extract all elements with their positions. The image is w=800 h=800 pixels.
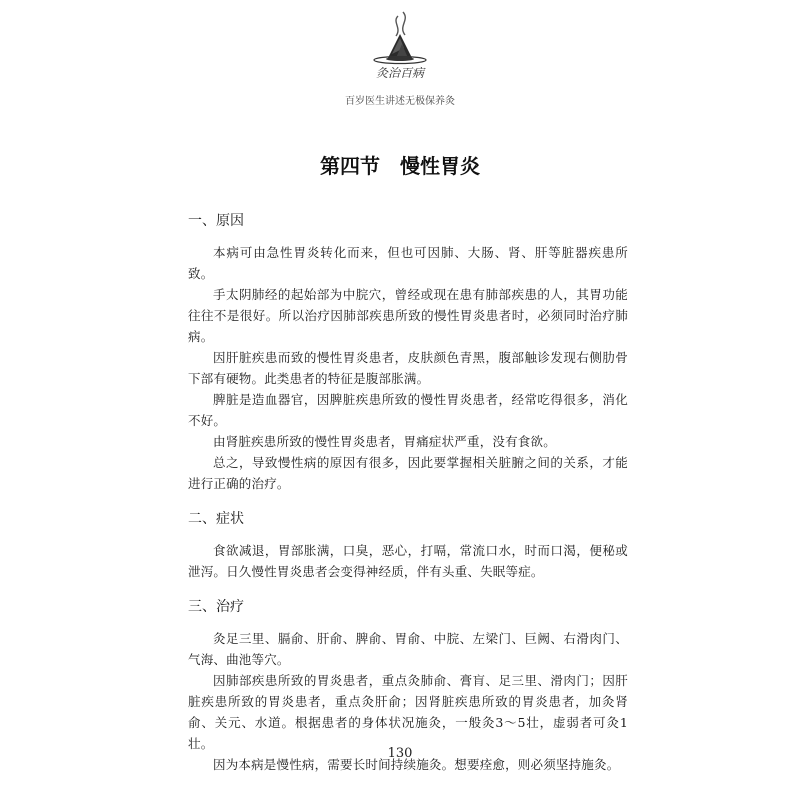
paragraph: 因肝脏疾患而致的慢性胃炎患者，皮肤颜色青黑，腹部触诊发现右侧肋骨下部有硬物。此类患者的特征是腹部胀满。 [188,350,628,386]
body-content [188,210,628,789]
paragraph: 因肺部疾患所致的胃炎患者，重点灸肺俞、膏肓、足三里、滑肉门；因肝脏疾患所致的胃炎患者，重点灸肝俞；因肾脏疾患所致的胃炎患者，加灸肾俞、关元、水道。根据患者的身体状况施灸，一般灸3～5壮，虚弱者可灸1壮。 [188,673,628,751]
paragraph: 本病可由急性胃炎转化而来，但也可因肺、大肠、肾、肝等脏器疾患所致。 [188,245,628,281]
page-number: 130 [387,746,413,761]
section-heading: 二、症状 [188,511,244,527]
paragraph: 由肾脏疾患所致的慢性胃炎患者，胃痛症状严重，没有食欲。 [213,434,556,449]
paragraph: 灸足三里、膈俞、肝俞、脾俞、胃俞、中脘、左梁门、巨阙、右滑肉门、气海、曲池等穴。 [188,631,628,667]
section-causes [188,210,628,494]
section-heading: 一、原因 [188,213,244,229]
section-heading: 三、治疗 [188,599,244,615]
chapter-title: 第四节 慢性胃炎 [320,154,480,178]
paragraph: 因为本病是慢性病，需要长时间持续施灸。想要痊愈，则必须坚持施灸。 [213,757,620,772]
moxa-cone-icon [340,8,460,70]
page-header [0,8,800,107]
paragraph: 手太阴肺经的起始部为中脘穴，曾经或现在患有肺部疾患的人，其胃功能往往不是很好。所以治疗因肺部疾患所致的慢性胃炎患者时，必须同时治疗肺病。 [188,287,628,344]
paragraph: 脾脏是造血器官，因脾脏疾患所致的慢性胃炎患者，经常吃得很多，消化不好。 [188,392,628,428]
section-symptoms [188,508,628,582]
logo-title: 灸治百病 [375,66,424,80]
book-subtitle: 百岁医生讲述无极保养灸 [345,96,455,107]
paragraph: 总之，导致慢性病的原因有很多，因此要掌握相关脏腑之间的关系，才能进行正确的治疗。 [188,455,628,491]
book-logo [340,8,460,92]
paragraph: 食欲减退，胃部胀满，口臭，恶心，打嗝，常流口水，时而口渴，便秘或泄泻。日久慢性胃炎患者会变得神经质，伴有头重、失眠等症。 [188,543,628,579]
